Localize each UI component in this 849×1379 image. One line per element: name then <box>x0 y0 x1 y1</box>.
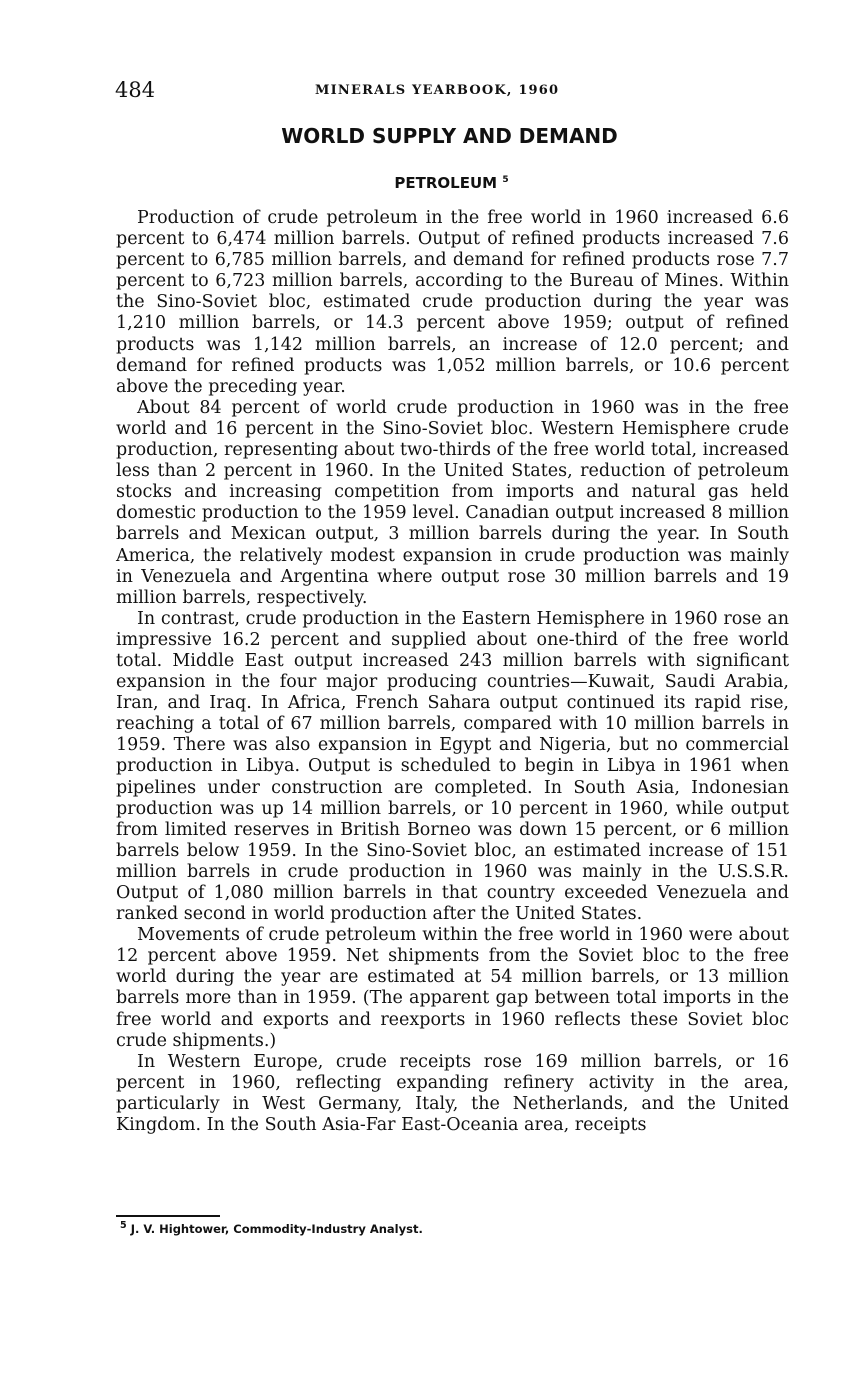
running-title: MINERALS YEARBOOK, 1960 <box>315 83 560 98</box>
footnote-text: J. V. Hightower, Commodity-Industry Analyst. <box>130 1221 423 1236</box>
subsection-title-text: PETROLEUM <box>394 174 498 192</box>
body-text <box>116 208 789 1136</box>
paragraph: Movements of crude petroleum within the free world in 1960 were about 12 percent above 1959. Net shipments from the Soviet bloc to the free world during the year are estimated at 54 million barrels, or 13 million barrels more than in 1959. (The apparent gap between total imports in the free world and exports and reexports in 1960 reflects these Soviet bloc crude shipments.) <box>116 925 789 1051</box>
section-title: WORLD SUPPLY AND DEMAND <box>281 124 618 148</box>
subsection-title <box>27 174 849 192</box>
paragraph: About 84 percent of world crude production in 1960 was in the free world and 16 percent in the Sino-Soviet bloc. Western Hemisphere crude production, representing about two-thirds of the free world total, increased less than 2 percent in 1960. In the United States, reduction of petroleum stocks and increasing competition from imports and natural gas held domestic production to the 1959 level. Canadian output increased 8 million barrels and Mexican output, 3 million barrels during the year. In South America, the relatively modest expansion in crude production was mainly in Venezuela and Argentina where output rose 30 million barrels and 19 million barrels, respectively. <box>116 397 789 608</box>
paragraph: In contrast, crude production in the Eastern Hemisphere in 1960 rose an impressive 16.2 percent and supplied about one-third of the free world total. Middle East output increased 243 million barrels with significant expansion in the four major producing countries—Kuwait, Saudi Arabia, Iran, and Iraq. In Africa, French Sahara output continued its rapid rise, reaching a total of 67 million barrels, compared with 10 million barrels in 1959. There was also expansion in Egypt and Nigeria, but no commercial production in Libya. Output is scheduled to begin in Libya in 1961 when pipelines under construction are completed. In South Asia, Indonesian production was up 14 million barrels, or 10 percent in 1960, while output from limited reserves in British Borneo was down 15 percent, or 6 million barrels below 1959. In the Sino-Soviet bloc, an estimated increase of 151 million barrels in crude production in 1960 was mainly in the U.S.S.R. Output of 1,080 million barrels in that country exceeded Venezuela and ranked second in world production after the United States. <box>116 608 789 925</box>
page-number: 484 <box>115 78 156 102</box>
footnote-reference: 5 <box>502 175 509 185</box>
footnote-marker: 5 <box>120 1220 127 1231</box>
footnote <box>120 1220 423 1236</box>
paragraph: Production of crude petroleum in the free world in 1960 increased 6.6 percent to 6,474 million barrels. Output of refined products increased 7.6 percent to 6,785 million barrels, and demand for refined products rose 7.7 percent to 6,723 million barrels, according to the Bureau of Mines. Within the Sino-Soviet bloc, estimated crude production during the year was 1,210 million barrels, or 14.3 percent above 1959; output of refined products was 1,142 million barrels, an increase of 12.0 percent; and demand for refined products was 1,052 million barrels, or 10.6 percent above the preceding year. <box>116 208 789 397</box>
paragraph: In Western Europe, crude receipts rose 169 million barrels, or 16 percent in 1960, reflecting expanding refinery activity in the area, particularly in West Germany, Italy, the Netherlands, and the United Kingdom. In the South Asia-Far East-Oceania area, receipts <box>116 1051 789 1136</box>
running-head <box>115 78 790 104</box>
footnote-rule <box>116 1215 220 1217</box>
